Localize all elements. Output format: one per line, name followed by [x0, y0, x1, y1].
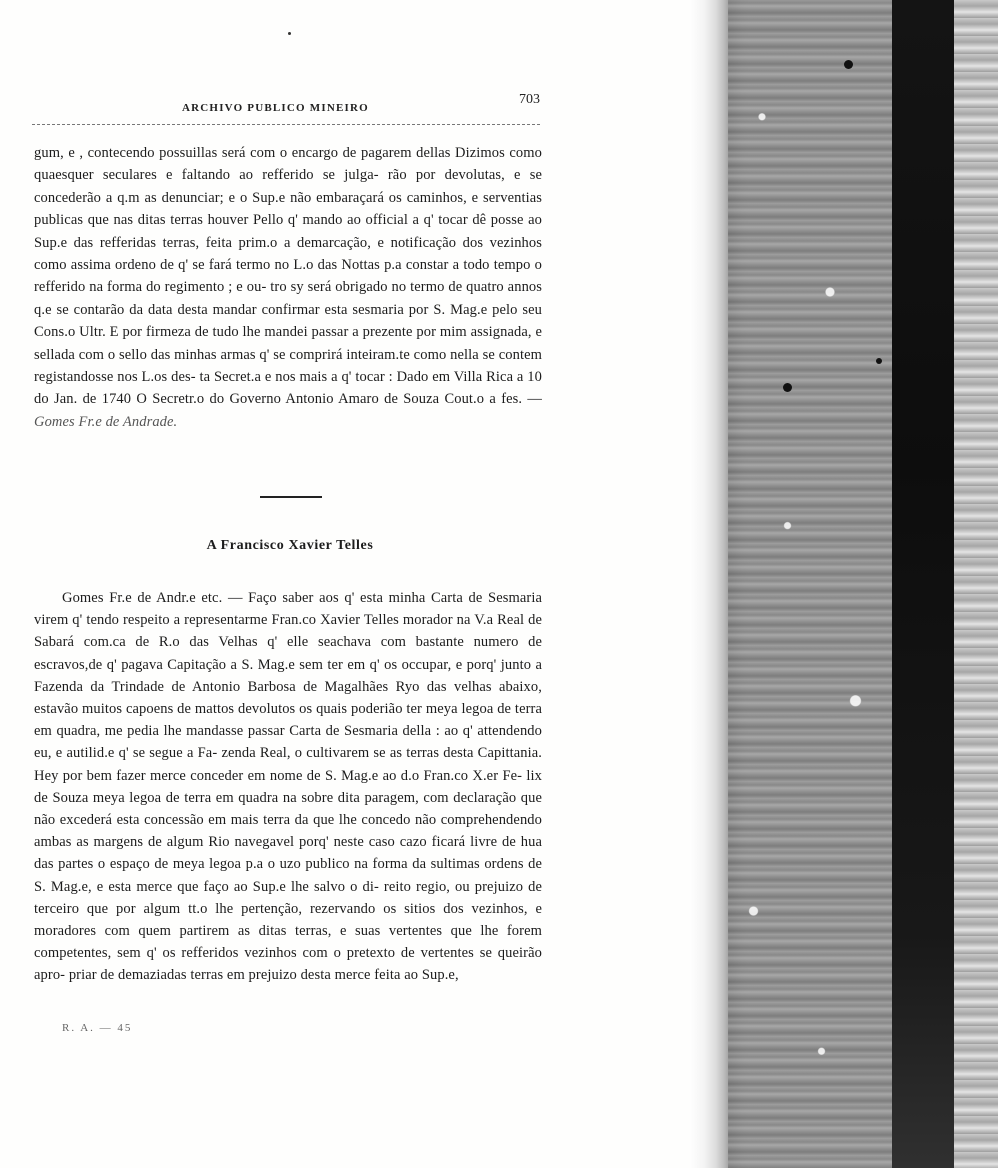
- signature: Gomes Fr.e de Andrade.: [34, 413, 178, 430]
- text-line: Sup.e das refferidas terras, feita prim.o a demarcação, e notificação: [34, 234, 463, 251]
- binding-spot: [844, 60, 853, 69]
- text-line: os refferidos vezinhos com o pretexto de vertentes se queirão apro-: [34, 945, 542, 984]
- text-line: Trindade de Antonio Barbosa de Magalhães Ryo das velhas abaixo,: [111, 678, 542, 695]
- book-spine-speckle: [728, 0, 898, 1168]
- text-line: ordens de S. Mag.e, e esta merce que faço ao Sup.e lhe salvo o di-: [34, 856, 542, 895]
- text-line: partes o espaço de meya legoa p.a o uzo publico na forma da sultimas: [58, 856, 485, 873]
- text-line: comprirá inteiram.te como nella se contem registandosse nos L.os des-: [34, 346, 542, 386]
- text-line: as ditas terras, e suas vertentes que lhe forem competentes, sem q': [34, 923, 542, 962]
- text-line: reito regio, ou prejuizo de terceiro que por algum tt.o lhe pertenção,: [34, 878, 542, 917]
- paragraph-carta-de-sesmaria: [34, 587, 542, 987]
- text-line: elle seachava com bastante numero de escravos,de q' pagava Capitação: [34, 634, 542, 673]
- text-line: estavão muitos capoens de mattos devolutos os quais poderião ter: [34, 701, 426, 718]
- text-line: não embaraçará os caminhos, e serventias publicas que nas ditas: [34, 189, 542, 229]
- text-line: rão por devolutas, e se concederão a q.m as denunciar; e o Sup.e: [34, 167, 542, 206]
- text-line: a S. Mag.e sem ter em q' os occupar, e porq' junto a Fazenda da: [34, 656, 543, 695]
- text-line: zenda Real, o cultivarem se as terras desta Capittania. Hey por bem: [34, 745, 543, 784]
- text-line: de Sesmaria della : ao q' attendendo eu, e autilid.e q' se segue a Fa-: [34, 723, 542, 762]
- text-line: por mim assignada, e sellada com o sello das minhas armas q' se: [34, 324, 542, 363]
- text-line: priar de demaziadas terras em prejuizo desta merce feita ao Sup.e,: [68, 967, 459, 984]
- paragraph-sesmaria-conclusion: [34, 142, 542, 433]
- text-line: de Sesmaria virem q' tendo respeito a representarme Fran.co Xavier: [34, 590, 542, 629]
- text-line: Telles morador na V.a Real de Sabará com.ca de R.o das Velhas q': [34, 612, 542, 651]
- text-line: ta Secret.a e nos mais a q' tocar : Dado em Villa Rica a 10 do: [34, 369, 542, 408]
- text-line: rezervando os sitios dos vezinhos, e moradores com quem partirem: [34, 900, 542, 940]
- text-line: lix de Souza meya legoa de terra em quadra na sobre dita paragem,: [34, 767, 542, 806]
- ink-speck: [288, 32, 291, 35]
- text-line: desta mandar confirmar esta sesmaria por S. Mag.e pelo seu: [177, 301, 542, 318]
- text-line: fazer merce conceder em nome de S. Mag.e ao d.o Fran.co X.er Fe-: [116, 767, 527, 784]
- page-number: 703: [519, 92, 540, 107]
- book-cover-edge: [954, 0, 998, 1168]
- text-line: tro sy será obrigado no termo de quatro annos q.e se contarão da data: [34, 279, 543, 318]
- header-rule: [32, 124, 540, 125]
- binding-spot: [876, 358, 882, 364]
- text-line: meya legoa de terra em quadra, me pedia lhe mandasse passar Carta: [34, 701, 542, 740]
- text-line: Cons.o Ultr. E por firmeza de tudo lhe mandei passar a prezente: [34, 324, 417, 341]
- binding-spot: [783, 383, 792, 392]
- running-title: ARCHIVO PUBLICO MINEIRO: [182, 102, 369, 114]
- text-line: dos vezinhos como assima ordeno de q' se fará termo no L.o das Nottas: [34, 234, 542, 274]
- book-spine-shadow: [892, 0, 954, 1168]
- running-header: [70, 92, 540, 116]
- text-line: Jan. de 1740 O Secretr.o do Governo Antonio Amaro de Souza: [53, 391, 445, 408]
- text-line: Gomes Fr.e de Andr.e etc. — Faço saber aos q' esta minha Carta: [62, 590, 469, 606]
- text-line: que lhe concedo não comprehendendo ambas as margens de algum: [34, 812, 542, 851]
- text-line: gum, e , contecendo possuillas será com o encargo de pagarem dellas: [34, 145, 456, 161]
- text-line: terras houver Pello q' mando ao official a q' tocar dê posse ao: [170, 212, 542, 229]
- text-line: Dizimos como quaesquer seculares e faltando ao refferido se julga-: [34, 145, 542, 184]
- text-line: p.a constar a todo tempo o refferido na forma do regimento ; e ou-: [34, 257, 542, 296]
- page-catchword: R. A. — 45: [62, 1022, 133, 1034]
- text-line: com declaração que não excederá esta concessão em mais terra da: [34, 789, 542, 829]
- section-heading: A Francisco Xavier Telles: [206, 538, 374, 553]
- section-separator: [260, 496, 322, 498]
- text-line: Cout.o a fes. —: [444, 391, 542, 408]
- text-line: Rio navegavel porq' neste caso cazo ficará livre de hua das: [34, 834, 542, 873]
